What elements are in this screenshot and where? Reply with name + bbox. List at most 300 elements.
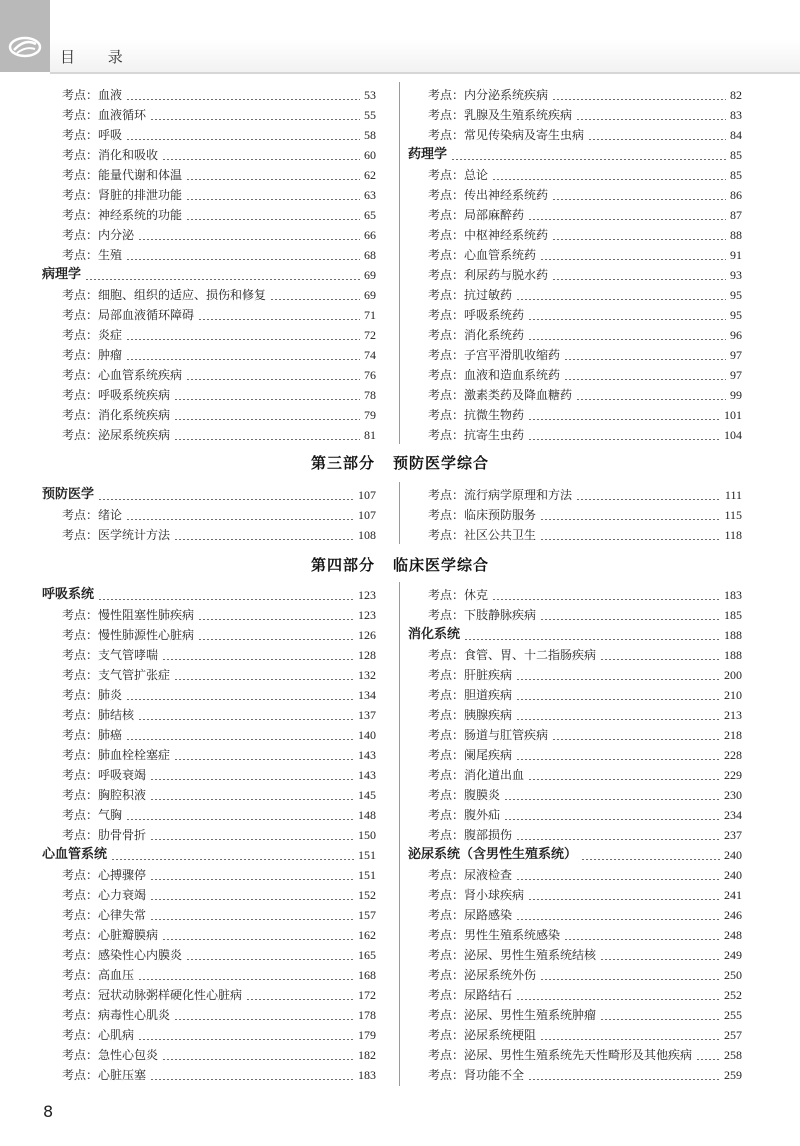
toc-page-number: 183 [358,1068,376,1082]
toc-page-number: 259 [724,1068,742,1082]
toc-page-number: 99 [730,388,742,402]
toc-page-number: 107 [358,488,376,502]
dot-leader [600,1019,720,1020]
toc-entry [408,1064,742,1084]
toc-page-number: 60 [364,148,376,162]
toc-entry-label: 考点：心血管系统药 [428,248,537,262]
toc-entry [408,744,742,764]
dot-leader [528,1079,720,1080]
toc-page-number: 250 [724,968,742,982]
publisher-logo-icon [8,36,42,58]
toc-entry [42,1004,376,1024]
toc-entry [408,264,742,284]
dot-leader [174,439,360,440]
dot-leader [552,199,726,200]
dot-leader [174,679,354,680]
toc-entry-label: 考点：腹膜炎 [428,788,501,802]
toc-page-number: 66 [364,228,376,242]
toc-entry [42,404,376,424]
toc-page-number: 148 [358,808,376,822]
toc-chapter-label: 病理学 [42,267,82,282]
dot-leader [552,239,726,240]
toc-chapter-label: 预防医学 [42,487,95,502]
toc-entry-label: 考点：总论 [428,168,489,182]
toc-entry-label: 考点：呼吸衰竭 [62,768,147,782]
dot-leader [186,179,360,180]
toc-entry [42,704,376,724]
dot-leader [186,959,354,960]
toc-entry [408,184,742,204]
toc-page-number: 218 [724,728,742,742]
dot-leader [504,799,720,800]
dot-leader [138,719,354,720]
toc-page-number: 255 [724,1008,742,1022]
toc-entry-label: 考点：血液循环 [62,108,147,122]
dot-leader [600,659,720,660]
toc-entry [42,364,376,384]
toc-entry [42,124,376,144]
toc-entry [42,84,376,104]
toc-entry-label: 考点：内分泌 [62,228,135,242]
toc-entry [42,284,376,304]
dot-leader [126,259,360,260]
dot-leader [464,639,720,640]
toc-page-number: 115 [724,508,742,522]
toc-entry-label: 考点：下肢静脉疾病 [428,608,537,622]
toc-entry-label: 考点：肠道与肛管疾病 [428,728,549,742]
page-number: 8 [43,1102,54,1121]
dot-leader [150,879,354,880]
section-part-name: 临床医学综合 [393,556,490,574]
dot-leader [540,259,726,260]
dot-leader [98,499,354,500]
toc-entry-label: 考点：血液和造血系统药 [428,368,561,382]
dot-leader [492,599,720,600]
toc-entry-label: 考点：胸腔积液 [62,788,147,802]
toc-entry [408,484,742,504]
toc-entry-label: 考点：泌尿、男性生殖系统先天性畸形及其他疾病 [428,1048,693,1062]
dot-leader [85,279,360,280]
dot-leader [516,719,720,720]
dot-leader [174,419,360,420]
dot-leader [540,539,720,540]
dot-leader [540,1039,720,1040]
toc-page-number: 241 [724,888,742,902]
toc-entry-label: 考点：肺结核 [62,708,135,722]
toc-entry-label: 考点：肿瘤 [62,348,123,362]
toc-page-number: 172 [358,988,376,1002]
toc-entry [408,204,742,224]
toc-page-number: 101 [724,408,742,422]
toc-entry [408,384,742,404]
dot-leader [540,519,720,520]
toc-entry [408,944,742,964]
toc-page-number: 185 [724,608,742,622]
toc-page-number: 143 [358,768,376,782]
toc-page-number: 86 [730,188,742,202]
section-title-part3 [0,452,800,473]
dot-leader [126,139,360,140]
toc-entry [42,984,376,1004]
toc-page-number: 55 [364,108,376,122]
toc-entry-label: 考点：呼吸 [62,128,123,142]
toc-entry-label: 考点：肋骨骨折 [62,828,147,842]
toc-entry [42,344,376,364]
toc-page-number: 213 [724,708,742,722]
toc-page-number: 162 [358,928,376,942]
toc-entry-label: 考点：能量代谢和体温 [62,168,183,182]
dot-leader [126,739,354,740]
dot-leader [246,999,354,1000]
toc-entry-label: 考点：内分泌系统疾病 [428,88,549,102]
dot-leader [528,439,720,440]
toc-entry [42,944,376,964]
page-header-title: 目 录 [60,48,137,66]
toc-entry [42,824,376,844]
toc-page-number: 97 [730,348,742,362]
dot-leader [186,219,360,220]
dot-leader [150,119,360,120]
dot-leader [162,939,354,940]
toc-page-number: 132 [358,668,376,682]
dot-leader [516,999,720,1000]
toc-entry-label: 考点：呼吸系统疾病 [62,388,171,402]
toc-entry [408,924,742,944]
toc-entry [408,824,742,844]
toc-page-number: 78 [364,388,376,402]
dot-leader [162,1059,354,1060]
toc-entry-label: 考点：炎症 [62,328,123,342]
toc-page-number: 72 [364,328,376,342]
toc-page-number: 183 [724,588,742,602]
toc-entry [408,644,742,664]
toc-entry [408,324,742,344]
toc-entry-label: 考点：消化和吸收 [62,148,159,162]
toc-entry-label: 考点：局部血液循环障碍 [62,308,195,322]
toc-page-number: 118 [724,528,742,542]
toc-entry-label: 考点：肝脏疾病 [428,668,513,682]
dot-leader [552,99,726,100]
dot-leader [198,319,360,320]
toc-page-number: 63 [364,188,376,202]
toc-entry-label: 考点：常见传染病及寄生虫病 [428,128,585,142]
toc-page-number: 230 [724,788,742,802]
toc-page-number: 128 [358,648,376,662]
toc-entry-label: 考点：消化道出血 [428,768,525,782]
toc-page-number: 140 [358,728,376,742]
toc-page-number: 84 [730,128,742,142]
toc-chapter-label: 泌尿系统（含男性生殖系统） [408,847,578,862]
toc-chapter-heading [42,844,376,864]
toc-entry-label: 考点：泌尿系统外伤 [428,968,537,982]
toc-page-number: 151 [358,868,376,882]
toc-page-number: 188 [724,628,742,642]
toc-entry [42,224,376,244]
toc-entry [42,244,376,264]
toc-page-number: 91 [730,248,742,262]
toc-page-number: 104 [724,428,742,442]
toc-page-number: 210 [724,688,742,702]
toc-page-number: 123 [358,608,376,622]
dot-leader [516,679,720,680]
toc-entry-label: 考点：抗微生物药 [428,408,525,422]
toc-entry-label: 考点：心律失常 [62,908,147,922]
toc-entry-label: 考点：男性生殖系统感染 [428,928,561,942]
dot-leader [552,279,726,280]
toc-entry-label: 考点：生殖 [62,248,123,262]
toc-page-number: 188 [724,648,742,662]
toc-entry-label: 考点：绪论 [62,508,123,522]
toc-chapter-heading [42,584,376,604]
toc-entry-label: 考点：泌尿系统梗阻 [428,1028,537,1042]
toc-entry-label: 考点：胰腺疾病 [428,708,513,722]
toc-chapter-heading [42,264,376,284]
toc-page-number: 240 [724,868,742,882]
toc-entry-label: 考点：流行病学原理和方法 [428,488,573,502]
dot-leader [451,159,726,160]
dot-leader [198,639,354,640]
dot-leader [186,379,360,380]
dot-leader [138,239,360,240]
dot-leader [150,919,354,920]
toc-page-number: 150 [358,828,376,842]
toc-page-number: 58 [364,128,376,142]
toc-entry-label: 考点：抗寄生虫药 [428,428,525,442]
dot-leader [516,299,726,300]
toc-entry [408,424,742,444]
toc-entry-label: 考点：消化系统药 [428,328,525,342]
toc-entry-label: 考点：支气管扩张症 [62,668,171,682]
toc-entry [408,124,742,144]
dot-leader [150,1079,354,1080]
toc-page-number: 74 [364,348,376,362]
toc-entry [408,864,742,884]
toc-page-number: 65 [364,208,376,222]
toc-entry-label: 考点：局部麻醉药 [428,208,525,222]
header-logo-tab [0,0,50,72]
toc-entry [408,704,742,724]
toc-page-number: 79 [364,408,376,422]
dot-leader [186,199,360,200]
toc-entry [408,84,742,104]
toc-entry [42,1024,376,1044]
toc-page-number: 71 [364,308,376,322]
dot-leader [150,839,354,840]
toc-entry-label: 考点：支气管哮喘 [62,648,159,662]
toc-entry-label: 考点：利尿药与脱水药 [428,268,549,282]
toc-entry-label: 考点：肾功能不全 [428,1068,525,1082]
toc-page-number: 151 [358,848,376,862]
toc-page-number: 68 [364,248,376,262]
toc-entry [408,1024,742,1044]
toc-entry-label: 考点：心脏压塞 [62,1068,147,1082]
toc-entry [408,684,742,704]
toc-entry [42,804,376,824]
toc-entry-label: 考点：心力衰竭 [62,888,147,902]
toc-entry-label: 考点：抗过敏药 [428,288,513,302]
toc-entry-label: 考点：尿路感染 [428,908,513,922]
toc-page-number: 229 [724,768,742,782]
column-divider [399,582,400,1086]
toc-page-number: 107 [358,508,376,522]
dot-leader [270,299,360,300]
toc-entry [408,764,742,784]
toc-page-number: 96 [730,328,742,342]
toc-entry-label: 考点：社区公共卫生 [428,528,537,542]
dot-leader [528,419,720,420]
toc-page-number: 108 [358,528,376,542]
toc-entry [408,404,742,424]
toc-entry-label: 考点：肾脏的排泄功能 [62,188,183,202]
toc-entry-label: 考点：消化系统疾病 [62,408,171,422]
toc-page-number: 246 [724,908,742,922]
toc-page-number: 69 [364,268,376,282]
toc-entry-label: 考点：肺癌 [62,728,123,742]
toc-page-number: 257 [724,1028,742,1042]
dot-leader [576,399,726,400]
toc-entry [42,184,376,204]
toc-entry [42,764,376,784]
toc-chapter-heading [408,844,742,864]
toc-entry [408,224,742,244]
toc-entry-label: 考点：慢性肺源性心脏病 [62,628,195,642]
toc-entry [408,524,742,544]
toc-entry-label: 考点：血液 [62,88,123,102]
toc-entry [408,784,742,804]
toc-entry-label: 考点：尿液检查 [428,868,513,882]
toc-entry-label: 考点：医学统计方法 [62,528,171,542]
toc-entry [408,504,742,524]
dot-leader [528,899,720,900]
toc-entry [42,864,376,884]
toc-page-number: 258 [724,1048,742,1062]
toc-entry-label: 考点：传出神经系统药 [428,188,549,202]
toc-entry [408,664,742,684]
toc-page-number: 82 [730,88,742,102]
toc-entry-label: 考点：阑尾疾病 [428,748,513,762]
dot-leader [150,779,354,780]
toc-entry-label: 考点：神经系统的功能 [62,208,183,222]
dot-leader [552,739,720,740]
toc-entry-label: 考点：肺血栓栓塞症 [62,748,171,762]
toc-entry-label: 考点：慢性阻塞性肺疾病 [62,608,195,622]
toc-chapter-label: 消化系统 [408,627,461,642]
toc-entry-label: 考点：休克 [428,588,489,602]
toc-entry [42,724,376,744]
toc-entry-label: 考点：呼吸系统药 [428,308,525,322]
toc-entry [42,424,376,444]
toc-entry-label: 考点：心肌病 [62,1028,135,1042]
toc-page-number: 93 [730,268,742,282]
toc-page-number: 53 [364,88,376,102]
dot-leader [600,959,720,960]
toc-entry [408,364,742,384]
dot-leader [162,659,354,660]
toc-page-number: 88 [730,228,742,242]
toc-entry-label: 考点：泌尿系统疾病 [62,428,171,442]
toc-page-number: 95 [730,308,742,322]
toc-page-number: 134 [358,688,376,702]
toc-page-number: 97 [730,368,742,382]
toc-page-number: 145 [358,788,376,802]
toc-page-number: 168 [358,968,376,982]
dot-leader [564,359,726,360]
dot-leader [504,819,720,820]
dot-leader [576,119,726,120]
dot-leader [528,339,726,340]
toc-entry [42,104,376,124]
toc-entry [408,964,742,984]
toc-page-number: 62 [364,168,376,182]
dot-leader [516,759,720,760]
section-part-label: 第四部分 [310,556,375,574]
toc-entry-label: 考点：高血压 [62,968,135,982]
toc-entry-label: 考点：急性心包炎 [62,1048,159,1062]
toc-entry-label: 考点：泌尿、男性生殖系统结核 [428,948,597,962]
toc-entry-label: 考点：心搏骤停 [62,868,147,882]
dot-leader [588,139,726,140]
toc-entry-label: 考点：心血管系统疾病 [62,368,183,382]
section-title-part4 [0,554,800,575]
toc-entry [408,1044,742,1064]
toc-entry [42,744,376,764]
toc-entry [42,504,376,524]
toc-entry-label: 考点：子宫平滑肌收缩药 [428,348,561,362]
toc-page-number: 69 [364,288,376,302]
toc-entry-label: 考点：感染性心内膜炎 [62,948,183,962]
dot-leader [98,599,354,600]
toc-page-number: 126 [358,628,376,642]
dot-leader [174,1019,354,1020]
dot-leader [516,879,720,880]
toc-entry-label: 考点：肾小球疾病 [428,888,525,902]
toc-entry [408,344,742,364]
toc-entry [42,1044,376,1064]
dot-leader [162,159,360,160]
dot-leader [492,179,726,180]
toc-page-number: 157 [358,908,376,922]
dot-leader [126,819,354,820]
toc-page-number: 179 [358,1028,376,1042]
toc-entry [408,884,742,904]
column-divider [399,482,400,544]
toc-entry-label: 考点：尿路结石 [428,988,513,1002]
toc-page-number: 237 [724,828,742,842]
column-divider [399,82,400,444]
dot-leader [516,839,720,840]
toc-entry-label: 考点：乳腺及生殖系统疾病 [428,108,573,122]
toc-entry [42,664,376,684]
dot-leader [126,699,354,700]
toc-chapter-label: 心血管系统 [42,847,108,862]
dot-leader [138,1039,354,1040]
toc-entry [42,304,376,324]
dot-leader [528,319,726,320]
toc-entry-label: 考点：食管、胃、十二指肠疾病 [428,648,597,662]
toc-entry [408,1004,742,1024]
toc-entry-label: 考点：胆道疾病 [428,688,513,702]
dot-leader [564,379,726,380]
dot-leader [138,979,354,980]
toc-page-number: 143 [358,748,376,762]
dot-leader [564,939,720,940]
toc-page-number: 234 [724,808,742,822]
toc-page-number: 83 [730,108,742,122]
dot-leader [126,99,360,100]
toc-page-number: 252 [724,988,742,1002]
toc-page-number: 111 [724,488,742,502]
toc-page-number: 85 [730,168,742,182]
